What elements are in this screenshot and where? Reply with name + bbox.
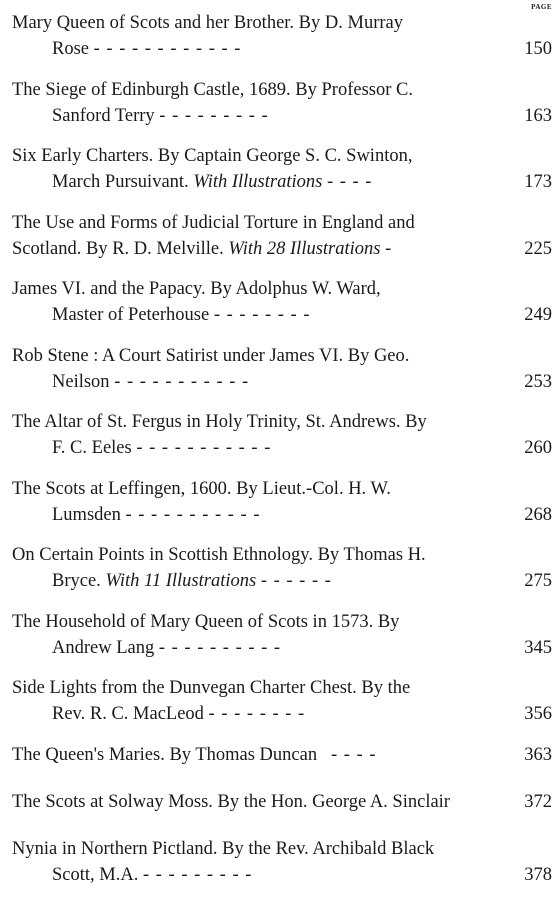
entry-continuation — [12, 701, 516, 727]
entry-author: Andrew Lang — [52, 637, 155, 658]
page-number: 275 — [524, 571, 552, 591]
leader-dashes: - - - - — [326, 172, 373, 192]
leader-dashes: - - - - - - - - - — [159, 105, 269, 126]
illustrations-note: With 28 Illustrations — [228, 238, 381, 259]
entry-author: Lumsden — [52, 504, 121, 525]
page-number: 173 — [524, 172, 552, 192]
page-number: 268 — [524, 504, 552, 525]
leader-dashes: - - - - - - — [260, 571, 332, 591]
entry-continuation — [12, 36, 516, 62]
page-number: 378 — [524, 864, 552, 885]
toc-entry — [12, 836, 552, 888]
entry-title: The Scots at Leffingen, 1600. By Lieut.-Col. H. W. — [12, 478, 391, 499]
page-number: 260 — [524, 438, 552, 458]
toc-entry — [12, 742, 552, 768]
table-of-contents — [12, 10, 552, 902]
entry-title: Rob Stene : A Court Satirist under James VI. By Geo. — [12, 345, 410, 366]
entry-title: James VI. and the Papacy. By Adolphus W. Ward, — [12, 279, 381, 299]
entry-continuation — [12, 502, 516, 528]
toc-entry — [12, 77, 552, 129]
toc-entry — [12, 476, 552, 528]
entry-title: Mary Queen of Scots and her Brother. By D. Murray — [12, 13, 403, 33]
page-number: 345 — [524, 637, 552, 658]
leader-dashes: - - - - - - - - - - - - — [93, 39, 242, 59]
toc-entry — [12, 210, 552, 262]
entry-author: Master of Peterhouse — [52, 305, 210, 325]
toc-entry — [12, 276, 552, 328]
entry-title — [12, 742, 516, 768]
entry-title: The Siege of Edinburgh Castle, 1689. By Professor C. — [12, 79, 413, 100]
entry-author: Scotland. By R. D. Melville. — [12, 238, 224, 259]
toc-entry — [12, 609, 552, 661]
leader-dashes: - - - - - - - - - - - — [114, 371, 250, 392]
leader-dashes: - - - - - - - - - - - — [125, 504, 261, 525]
entry-title: On Certain Points in Scottish Ethnology. By Thomas H. — [12, 545, 426, 565]
leader-dashes: - — [385, 238, 393, 259]
entry-author: Rev. R. C. MacLeod — [52, 704, 204, 724]
entry-continuation — [12, 103, 516, 129]
toc-entry — [12, 675, 552, 727]
leader-dashes: - - - - - - - - - - - — [136, 438, 272, 458]
entry-author: Sanford Terry — [52, 105, 155, 126]
entry-author: Bryce. — [52, 571, 101, 591]
illustrations-note: With 11 Illustrations — [105, 571, 257, 591]
page-number: 356 — [524, 704, 552, 724]
toc-entry — [12, 10, 552, 62]
page-number: 249 — [524, 305, 552, 325]
page-column-label: PAGE — [531, 3, 552, 11]
entry-title: The Altar of St. Fergus in Holy Trinity, St. Andrews. By — [12, 412, 427, 432]
entry-title: The Use and Forms of Judicial Torture in England and — [12, 212, 415, 233]
entry-author: March Pursuivant. — [52, 172, 189, 192]
leader-dashes: - - - - - - - - — [208, 704, 306, 724]
entry-author: Neilson — [52, 371, 110, 392]
toc-entry — [12, 343, 552, 395]
page-number: 150 — [524, 39, 552, 59]
entry-author: Scott, M.A. — [52, 864, 139, 885]
entry-continuation — [12, 169, 516, 195]
entry-author: F. C. Eeles — [52, 438, 132, 458]
illustrations-note: With Illustrations — [193, 172, 323, 192]
page-number: 372 — [524, 791, 552, 812]
leader-dashes: - - - - - - - - — [213, 305, 311, 325]
page-number: 225 — [524, 238, 552, 259]
toc-entry — [12, 143, 552, 195]
leader-dashes: - - - - - - - - - - — [158, 637, 282, 658]
entry-continuation — [12, 302, 516, 328]
entry-author: Rose — [52, 39, 89, 59]
entry-continuation — [12, 635, 516, 661]
toc-entry — [12, 789, 552, 815]
toc-entry — [12, 542, 552, 594]
entry-continuation — [12, 862, 516, 888]
page-number: 253 — [524, 371, 552, 392]
leader-dashes: - - - - - - - - - — [142, 864, 253, 885]
entry-title: Nynia in Northern Pictland. By the Rev. Archibald Black — [12, 838, 435, 859]
entry-title: Side Lights from the Dunvegan Charter Chest. By the — [12, 678, 411, 698]
entry-continuation — [12, 369, 516, 395]
page-number: 363 — [524, 744, 552, 765]
toc-entry — [12, 409, 552, 461]
entry-title: The Scots at Solway Moss. By the Hon. George A. Sinclair — [12, 791, 450, 812]
entry-continuation — [12, 568, 516, 594]
entry-continuation — [12, 236, 516, 262]
entry-title: The Household of Mary Queen of Scots in 1573. By — [12, 611, 400, 632]
leader-dashes: - - - - — [330, 744, 377, 765]
page-number: 163 — [524, 105, 552, 126]
entry-continuation — [12, 435, 516, 461]
entry-title-text: The Queen's Maries. By Thomas Duncan — [12, 744, 318, 765]
entry-title: Six Early Charters. By Captain George S. C. Swinton, — [12, 146, 413, 166]
